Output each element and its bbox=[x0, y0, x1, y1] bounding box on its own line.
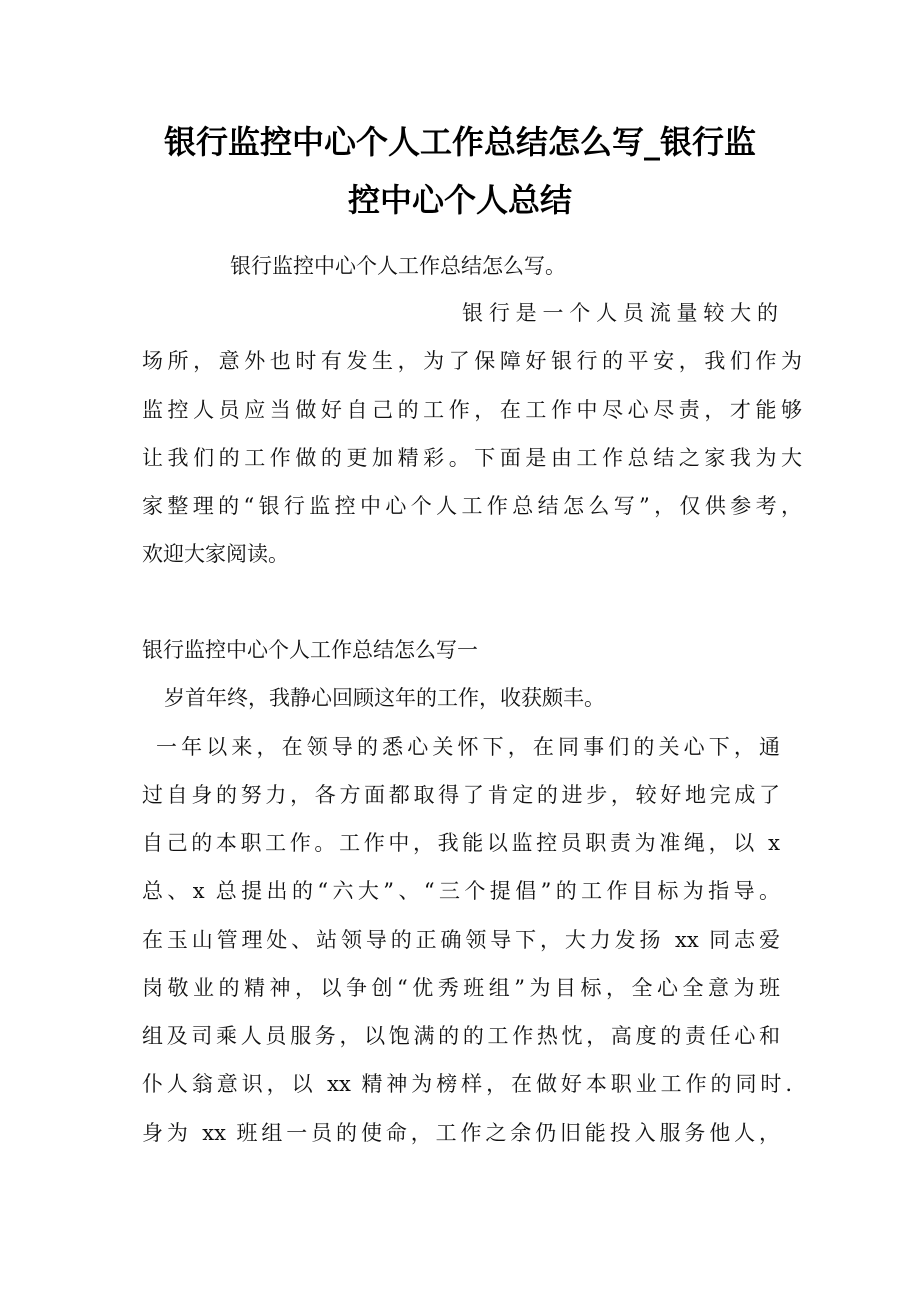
intro-line: 银行是一个人员流量较大的 bbox=[462, 301, 778, 325]
intro-line: 监控人员应当做好自己的工作，在工作中尽心尽责，才能够 bbox=[142, 398, 802, 422]
body-line: 身为 xx 班组一员的使命，工作之余仍旧能投入服务他人， bbox=[142, 1121, 780, 1145]
document-title-line-2: 控中心个人总结 bbox=[347, 181, 572, 219]
section-heading: 银行监控中心个人工作总结怎么写一 bbox=[142, 638, 478, 662]
document-title-line-1: 银行监控中心个人工作总结怎么写_银行监 bbox=[163, 123, 756, 161]
subtitle: 银行监控中心个人工作总结怎么写。 bbox=[230, 254, 566, 278]
body-line: 总、x 总提出的“六大”、“三个提倡”的工作目标为指导。 bbox=[142, 879, 780, 903]
body-line: 岗敬业的精神，以争创“优秀班组”为目标，全心全意为班 bbox=[142, 976, 780, 1000]
intro-line: 家整理的“银行监控中心个人工作总结怎么写”，仅供参考， bbox=[142, 494, 802, 518]
body-line: 在玉山管理处、站领导的正确领导下，大力发扬 xx 同志爱 bbox=[142, 928, 780, 952]
body-line: 过自身的努力，各方面都取得了肯定的进步，较好地完成了 bbox=[142, 783, 780, 807]
body-line: 仆人翁意识，以 xx 精神为榜样，在做好本职业工作的同时. bbox=[142, 1072, 792, 1096]
body-line: 一年以来，在领导的悉心关怀下，在同事们的关心下，通 bbox=[156, 735, 780, 759]
body-line: 岁首年终，我静心回顾这年的工作，收获颇丰。 bbox=[164, 686, 605, 710]
body-line: 自己的本职工作。工作中，我能以监控员职责为准绳，以 x bbox=[142, 831, 780, 855]
intro-line: 场所，意外也时有发生，为了保障好银行的平安，我们作为 bbox=[142, 349, 802, 373]
intro-line: 让我们的工作做的更加精彩。下面是由工作总结之家我为大 bbox=[142, 446, 802, 470]
intro-line: 欢迎大家阅读。 bbox=[142, 542, 289, 566]
body-line: 组及司乘人员服务，以饱满的的工作热忱，高度的责任心和 bbox=[142, 1024, 780, 1048]
